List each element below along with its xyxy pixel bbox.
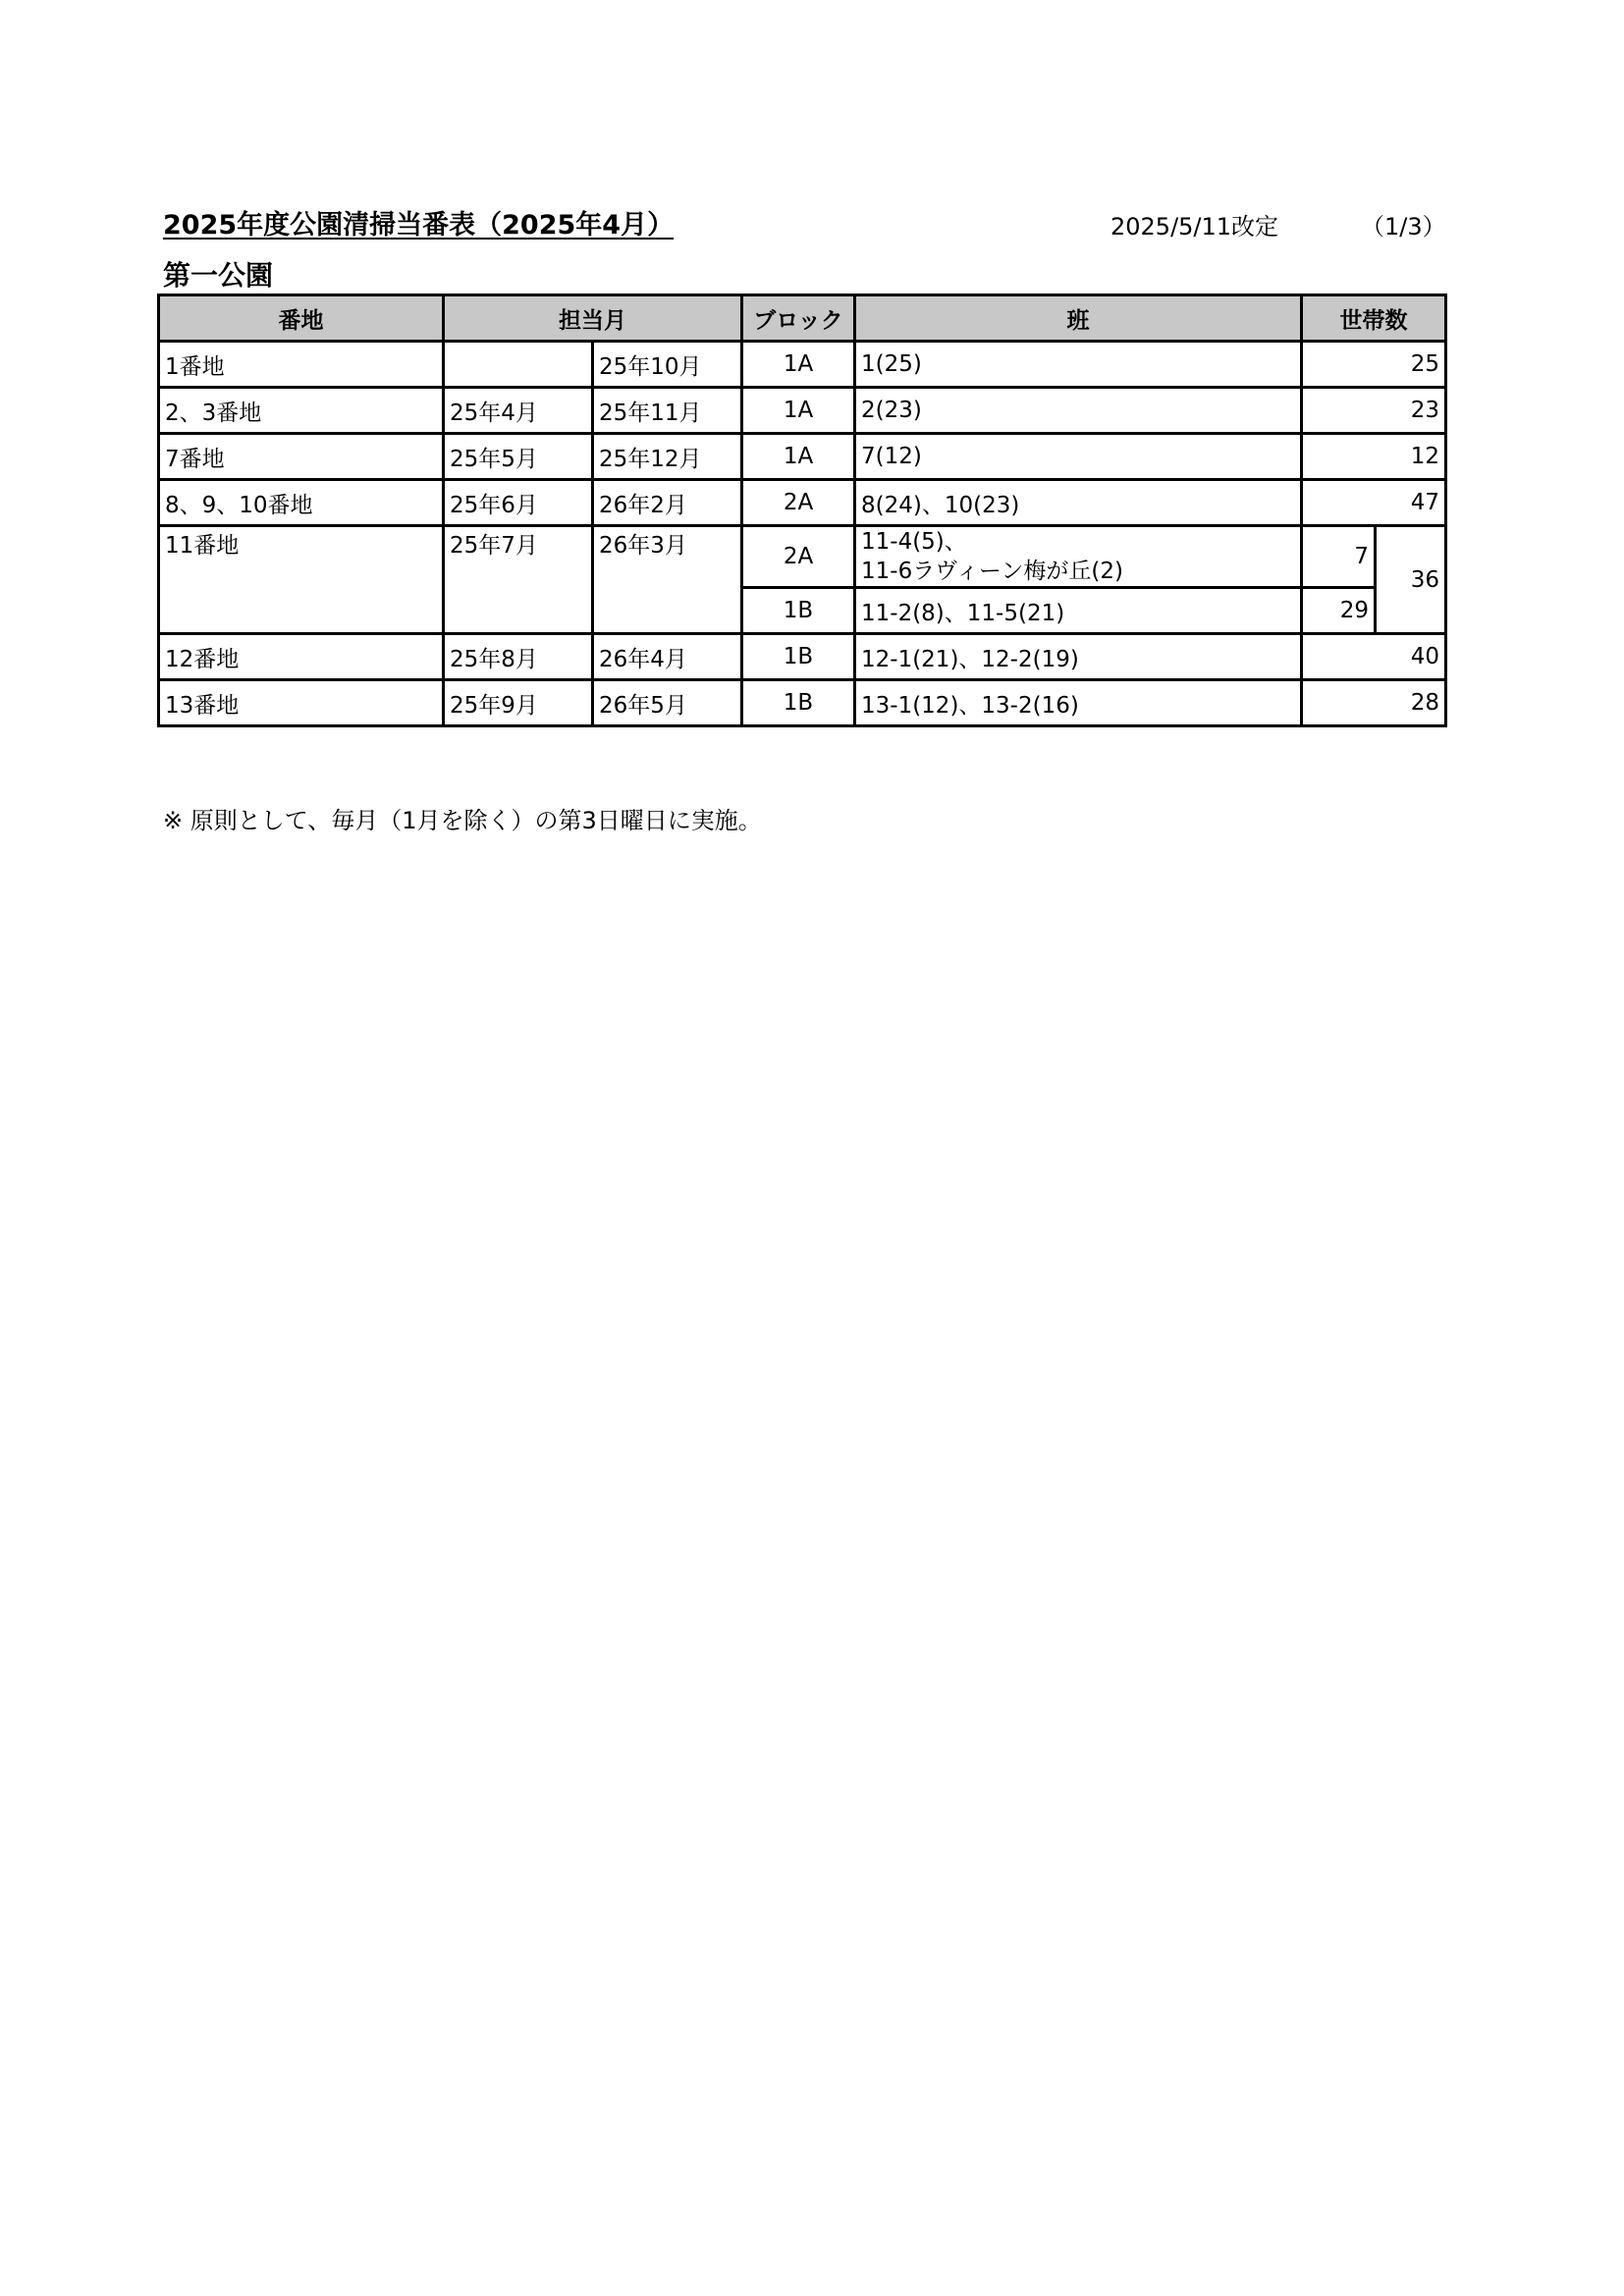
cell-block: 1A [742, 388, 855, 434]
table-row [159, 342, 1446, 388]
document-header [163, 203, 1446, 242]
header-households: 世帯数 [1302, 295, 1446, 342]
cell-han: 13-1(12)、13-2(16) [855, 680, 1302, 726]
cell-month1 [444, 342, 593, 388]
cell-households: 12 [1302, 434, 1446, 480]
footnote: ※ 原則として、毎月（1月を除く）の第3日曜日に実施。 [163, 807, 762, 834]
cell-han: 8(24)、10(23) [855, 480, 1302, 526]
table-row [159, 526, 1446, 588]
cell-banchi: 7番地 [159, 434, 444, 480]
cell-block: 1B [742, 588, 855, 634]
cell-han: 7(12) [855, 434, 1302, 480]
cell-month1: 25年4月 [444, 388, 593, 434]
cell-banchi: 8、9、10番地 [159, 480, 444, 526]
cell-block: 2A [742, 526, 855, 588]
header-block: ブロック [742, 295, 855, 342]
cell-month2: 26年2月 [593, 480, 742, 526]
cell-han: 1(25) [855, 342, 1302, 388]
cell-month2: 26年5月 [593, 680, 742, 726]
cell-households: 28 [1302, 680, 1446, 726]
cell-han [855, 526, 1302, 588]
cell-month2: 25年12月 [593, 434, 742, 480]
cell-households-total: 36 [1376, 526, 1446, 634]
page-number: （1/3） [1361, 213, 1446, 240]
cell-month2: 25年10月 [593, 342, 742, 388]
cell-block: 1B [742, 634, 855, 680]
cell-sub-households: 7 [1302, 526, 1376, 588]
table-row [159, 434, 1446, 480]
header-banchi: 番地 [159, 295, 444, 342]
cell-block: 1A [742, 434, 855, 480]
cell-month2: 26年4月 [593, 634, 742, 680]
cell-month1: 25年5月 [444, 434, 593, 480]
section-title: 第一公園 [163, 259, 274, 292]
cell-banchi: 2、3番地 [159, 388, 444, 434]
table-row [159, 480, 1446, 526]
cell-month1: 25年7月 [444, 526, 593, 634]
cell-block: 1A [742, 342, 855, 388]
table-row [159, 388, 1446, 434]
cell-month2: 25年11月 [593, 388, 742, 434]
han-line: 11-4(5)、 [861, 529, 967, 555]
cell-han: 2(23) [855, 388, 1302, 434]
cell-month1: 25年8月 [444, 634, 593, 680]
han-line: 11-6ラヴィーン梅が丘(2) [861, 559, 1123, 584]
cell-month1: 25年9月 [444, 680, 593, 726]
table-header-row [159, 295, 1446, 342]
table-row [159, 634, 1446, 680]
cell-banchi: 12番地 [159, 634, 444, 680]
cleaning-schedule-table [157, 294, 1447, 727]
cell-block: 1B [742, 680, 855, 726]
cell-banchi: 11番地 [159, 526, 444, 634]
cell-households: 40 [1302, 634, 1446, 680]
cell-han: 12-1(21)、12-2(19) [855, 634, 1302, 680]
cell-sub-households: 29 [1302, 588, 1376, 634]
cell-households: 23 [1302, 388, 1446, 434]
cell-han: 11-2(8)、11-5(21) [855, 588, 1302, 634]
revision-date: 2025/5/11改定 [1110, 213, 1279, 240]
cell-month1: 25年6月 [444, 480, 593, 526]
header-han: 班 [855, 295, 1302, 342]
header-month: 担当月 [444, 295, 742, 342]
cell-banchi: 13番地 [159, 680, 444, 726]
cell-households: 25 [1302, 342, 1446, 388]
cell-banchi: 1番地 [159, 342, 444, 388]
document-title: 2025年度公園清掃当番表（2025年4月） [163, 210, 675, 240]
cell-month2: 26年3月 [593, 526, 742, 634]
table-row [159, 680, 1446, 726]
cell-households: 47 [1302, 480, 1446, 526]
cell-block: 2A [742, 480, 855, 526]
